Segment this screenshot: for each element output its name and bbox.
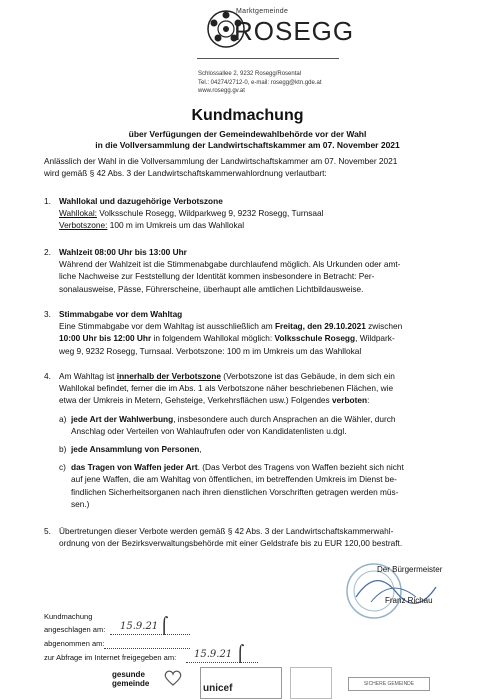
item-4: 4. Am Wahltag ist innerhalb der Verbotszone (Verbotszone ist das Gebäude, in dem sich ein Wahllokal befindet, ferner die im Abs. 1 als Verbotszone näher beschriebenen Flächen, wie etwa der Umkreis in Metern, Gehsteige, Verkehrsflächen usw.) Folgendes verboten: a) jede Art der Wahlwerbung, insbesondere auch durch Ansprachen an die Wähler, durch Anschlag oder Verteilen von Wahlaufrufen oder von Kandidatenlisten u.dgl. b) jede Ansammlung von Personen, c) das Tragen von Waffen jeder Art. (Das Verbot des Tragens von Waffen bezieht sich nicht auf jene Waffen, die am Wahltag von öffentlichen, im betreffenden Umkreis im Dienst be- findlichen Sicherheitsorganen nach ihren dienstlichen Vorschriften getragen werden müs- sen.) <box>44 370 469 520</box>
removed-line <box>104 648 190 649</box>
posted-line <box>110 634 190 635</box>
header-divider <box>197 58 339 59</box>
municipality-label: Marktgemeinde <box>236 8 289 15</box>
item-4-a: a) jede Art der Wahlwerbung, insbesondere auch durch Ansprachen an die Wähler, durch Anschlag oder Verteilen von Wahlaufrufen oder von Kandidatenlisten u.dgl. <box>59 413 396 436</box>
internet-date: 15.9.21 <box>194 649 233 660</box>
internet-label: zur Abfrage im Internet freigegeben am: <box>44 653 177 662</box>
posted-label: angeschlagen am: <box>44 625 106 634</box>
item-3: 3. Stimmabgabe vor dem Wahltag Eine Stimmabgabe vor dem Wahltag ist ausschließlich am Freitag, den 29.10.2021 zwischen 10:00 Uhr bis 12:00 Uhr in folgendem Wahllokal möglich: Volksschule Rosegg, Wildpark- weg 9, 9232 Rosegg, Turnsaal. Verbotszone: 100 m im Umkreis um das Wahllokal <box>44 309 403 356</box>
posted-initials-icon: ⌠ <box>160 616 169 635</box>
item-5: 5. Übertretungen dieser Verbote werden gemäß § 42 Abs. 3 der Landwirtschaftskammerwahl- ordnung von der Bezirksverwaltungsbehörde mit einer Geldstrafe bis zu EUR 120,00 bestraft. <box>44 526 403 549</box>
header-address: Schlossallee 2, 9232 Rosegg/Rosental Tel.: 04274/2712-0, e-mail: rosegg@ktn.gde.at www.rosegg.gv.at <box>198 71 322 95</box>
gesunde-gemeinde-logo: gesunde gemeinde <box>112 670 150 688</box>
sichere-gemeinde-logo: SICHERE GEMEINDE <box>348 677 430 691</box>
subtitle-line-2: in die Vollversammlung der Landwirtschaftskammer am 07. November 2021 <box>95 140 400 150</box>
internet-initials-icon: ⌠ <box>236 644 245 663</box>
signature-name: Franz Richau <box>385 596 433 605</box>
item-2: 2. Wahlzeit 08:00 Uhr bis 13:00 Uhr Während der Wahlzeit ist die Stimmenabgabe durchlaufend möglich. Als Urkunden oder amt- liche Nachweise zur Feststellung der Identität kommen insbesondere in Betracht: Per- sonalausweise, Pässe, Führerscheine, überhaupt alle amtlichen Lichtbildausweise. <box>44 247 401 294</box>
unicef-text: unicef <box>203 683 233 694</box>
page-title: Kundmachung <box>191 107 304 124</box>
subtitle-line-1: über Verfügungen der Gemeindewahlbehörde vor der Wahl <box>128 129 367 139</box>
posted-date: 15.9.21 <box>120 621 159 632</box>
item-1: 1. Wahllokal und dazugehörige Verbotszone Wahllokal: Volksschule Rosegg, Wildparkweg 9, 9232 Rosegg, Turnsaal Verbotszone: 100 m im Umkreis um das Wahllokal <box>44 196 324 231</box>
partner-logo-icon <box>290 667 332 699</box>
intro-paragraph: Anlässlich der Wahl in die Vollversammlung der Landwirtschaftskammer am 07. November 2021 wird gemäß § 42 Abs. 3 der Landwirtschaftskammerwahlordnung verlautbart: <box>44 156 398 179</box>
heart-icon <box>164 670 182 686</box>
municipality-name: ROSEGG <box>234 16 355 46</box>
removed-label: abgenommen am: <box>44 639 105 648</box>
footer-label: Kundmachung <box>44 612 93 621</box>
signature-role: Der Bürgermeister <box>377 565 443 574</box>
item-4-c: c) das Tragen von Waffen jeder Art. (Das Verbot des Tragens von Waffen bezieht sich nicht auf jene Waffen, die am Wahltag von öffentlichen, im betreffenden Umkreis im Dienst be- findlichen Sicherheitsorganen nach ihren dienstlichen Vorschriften getragen werden müs- sen.) <box>59 462 404 509</box>
item-4-b: b) jede Ansammlung von Personen, <box>59 444 202 455</box>
internet-line <box>186 662 258 663</box>
